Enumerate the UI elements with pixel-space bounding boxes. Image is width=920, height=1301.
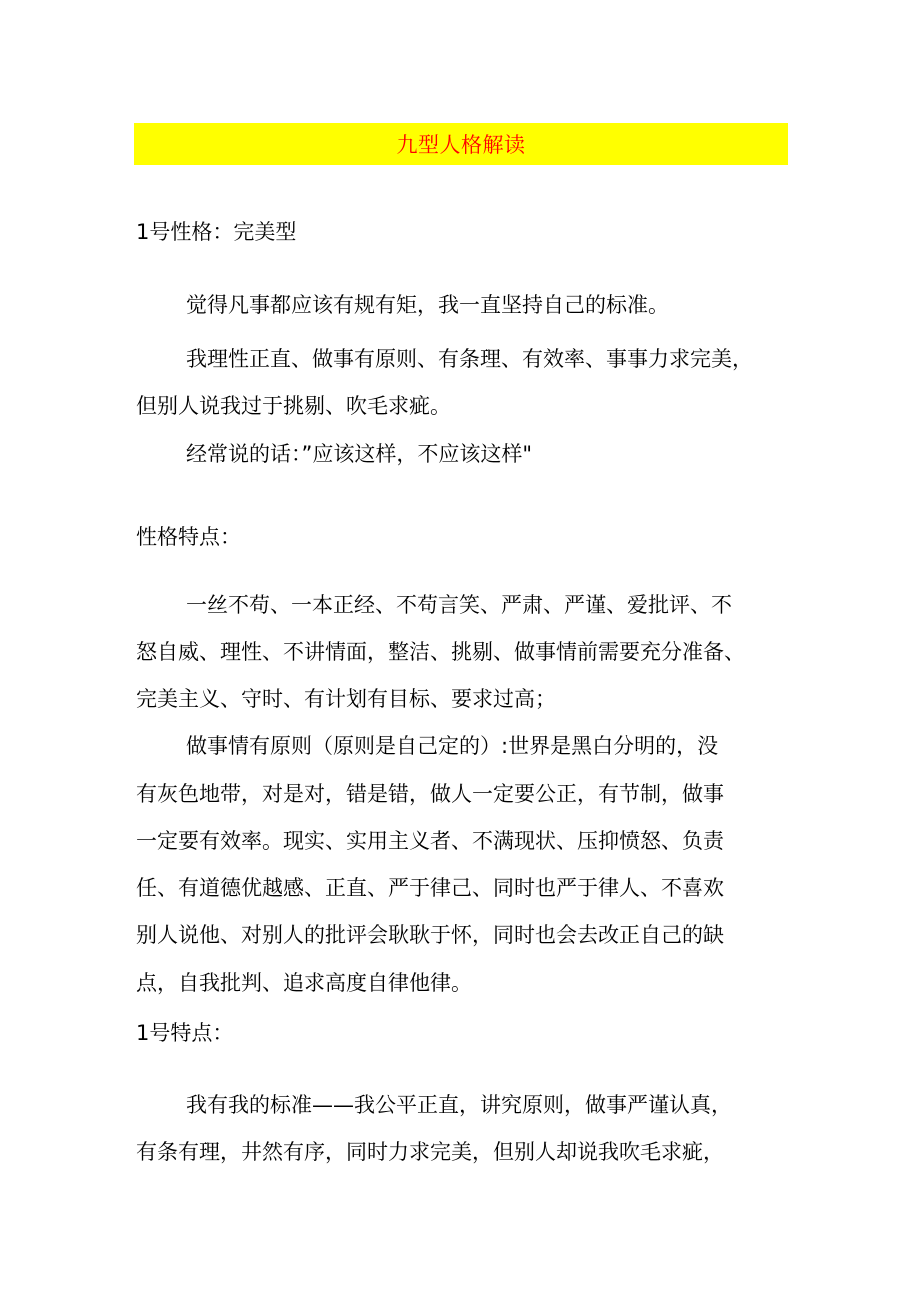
features-heading: 1号特点：	[136, 1021, 234, 1045]
document-title: 九型人格解读	[396, 133, 526, 157]
traits-line-2: 怒自威、理性、不讲情面，整洁、挑剔、做事情前需要充分准备、	[136, 640, 745, 664]
traits-line-7: 任、有道德优越感、正直、严于律己、同时也严于律人、不喜欢	[136, 876, 724, 900]
intro-line-4: 经常说的话：”应该这样，不应该这样"	[186, 442, 533, 466]
traits-line-3: 完美主义、守时、有计划有目标、要求过高；	[136, 687, 556, 711]
features-line-1: 我有我的标准——我公平正直，讲究原则，做事严谨认真，	[186, 1093, 732, 1117]
traits-line-4: 做事情有原则（原则是自己定的）:世界是黑白分明的，没	[186, 734, 719, 758]
traits-line-9: 点，自我批判、追求高度自律他律。	[136, 971, 472, 995]
traits-line-6: 一定要有效率。现实、实用主义者、不满现状、压抑愤怒、负责	[136, 829, 724, 853]
title-banner	[134, 123, 788, 165]
intro-line-3: 但别人说我过于挑剔、吹毛求疵。	[136, 394, 451, 418]
traits-line-1: 一丝不苟、一本正经、不苟言笑、严肃、严谨、爱批评、不	[186, 593, 732, 617]
features-line-2: 有条有理，井然有序，同时力求完美，但别人却说我吹毛求疵，	[136, 1140, 724, 1164]
section-heading: 1号性格：完美型	[136, 220, 297, 244]
traits-line-5: 有灰色地带，对是对，错是错，做人一定要公正，有节制，做事	[136, 782, 724, 806]
traits-line-8: 别人说他、对别人的批评会耿耿于怀，同时也会去改正自己的缺	[136, 923, 724, 947]
traits-heading: 性格特点：	[136, 525, 241, 549]
intro-line-2: 我理性正直、做事有原则、有条理、有效率、事事力求完美，	[186, 347, 753, 371]
intro-line-1: 觉得凡事都应该有规有矩，我一直坚持自己的标准。	[186, 293, 669, 317]
